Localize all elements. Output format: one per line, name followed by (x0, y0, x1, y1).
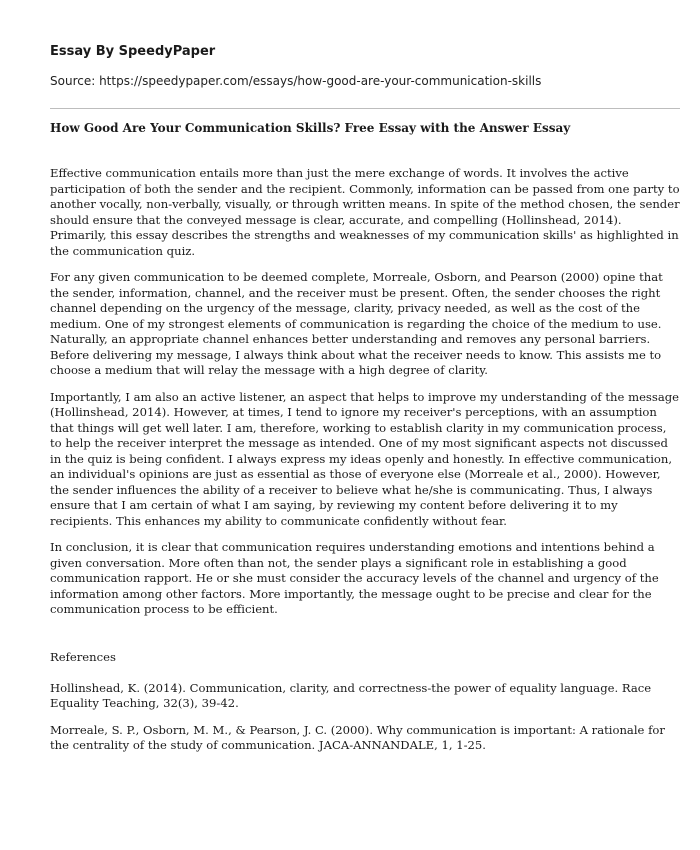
essay-paragraph: Importantly, I am also an active listener, an aspect that helps to improve my understanding of the message (Hollinshead, 2014). However, at times, I tend to ignore my receiver's perceptions, with an assumption that things will get well later. I am, therefore, working to establish clarity in my communication process, to help the receiver interpret the message as intended. One of my most significant aspects not discussed in the quiz is being confident. I always express my ideas openly and honestly. In effective communication, an individual's opinions are just as essential as those of everyone else (Morreale et al., 2000). However, the sender influences the ability of a receiver to believe what he/she is communicating. Thus, I always ensure that I am certain of what I am saying, by reviewing my content before delivering it to my recipients. This enhances my ability to communicate confidently without fear. (50, 389, 680, 528)
essay-body (50, 166, 680, 765)
essay-paragraph: In conclusion, it is clear that communication requires understanding emotions and intentions behind a given conversation. More often than not, the sender plays a significant role in establishing a good communication rapport. He or she must consider the accuracy levels of the channel and urgency of the information among other factors. More importantly, the message ought to be precise and clear for the communication process to be efficient. (50, 540, 659, 616)
header-divider (50, 108, 680, 109)
essay-title: How Good Are Your Communication Skills? Free Essay with the Answer Essay (50, 121, 571, 135)
reference-entry: Hollinshead, K. (2014). Communication, clarity, and correctness-the power of equality language. Race Equality Teaching, 32(3), 39-42. (50, 680, 652, 710)
essay-paragraph: Effective communication entails more than just the mere exchange of words. It involves the active participation of both the sender and the recipient. Commonly, information can be passed from one party to another vocally, non-verbally, visually, or through written means. In spite of the method chosen, the sender should ensure that the conveyed message is clear, accurate, and compelling (Hollinshead, 2014). Primarily, this essay describes the strengths and weaknesses of my communication skills' as highlighted in the communication quiz. (50, 166, 680, 258)
references-heading: References (50, 649, 116, 664)
document-header-title: Essay By SpeedyPaper (50, 44, 216, 59)
reference-entry: Morreale, S. P., Osborn, M. M., & Pearson, J. C. (2000). Why communication is important: A rationale for the centrality of the study of communication. JACA-ANNANDALE, 1, 1-25. (50, 722, 665, 752)
document-source-line: Source: https://speedypaper.com/essays/how-good-are-your-communication-skills (50, 74, 542, 88)
essay-paragraph: For any given communication to be deemed complete, Morreale, Osborn, and Pearson (2000) opine that the sender, information, channel, and the receiver must be present. Often, the sender chooses the right channel depending on the urgency of the message, clarity, privacy needed, as well as the cost of the medium. One of my strongest elements of communication is regarding the choice of the medium to use. Naturally, an appropriate channel enhances better understanding and removes any personal barriers. Before delivering my message, I always think about what the receiver needs to know. This assists me to choose a medium that will relay the message with a high degree of clarity. (50, 270, 663, 377)
